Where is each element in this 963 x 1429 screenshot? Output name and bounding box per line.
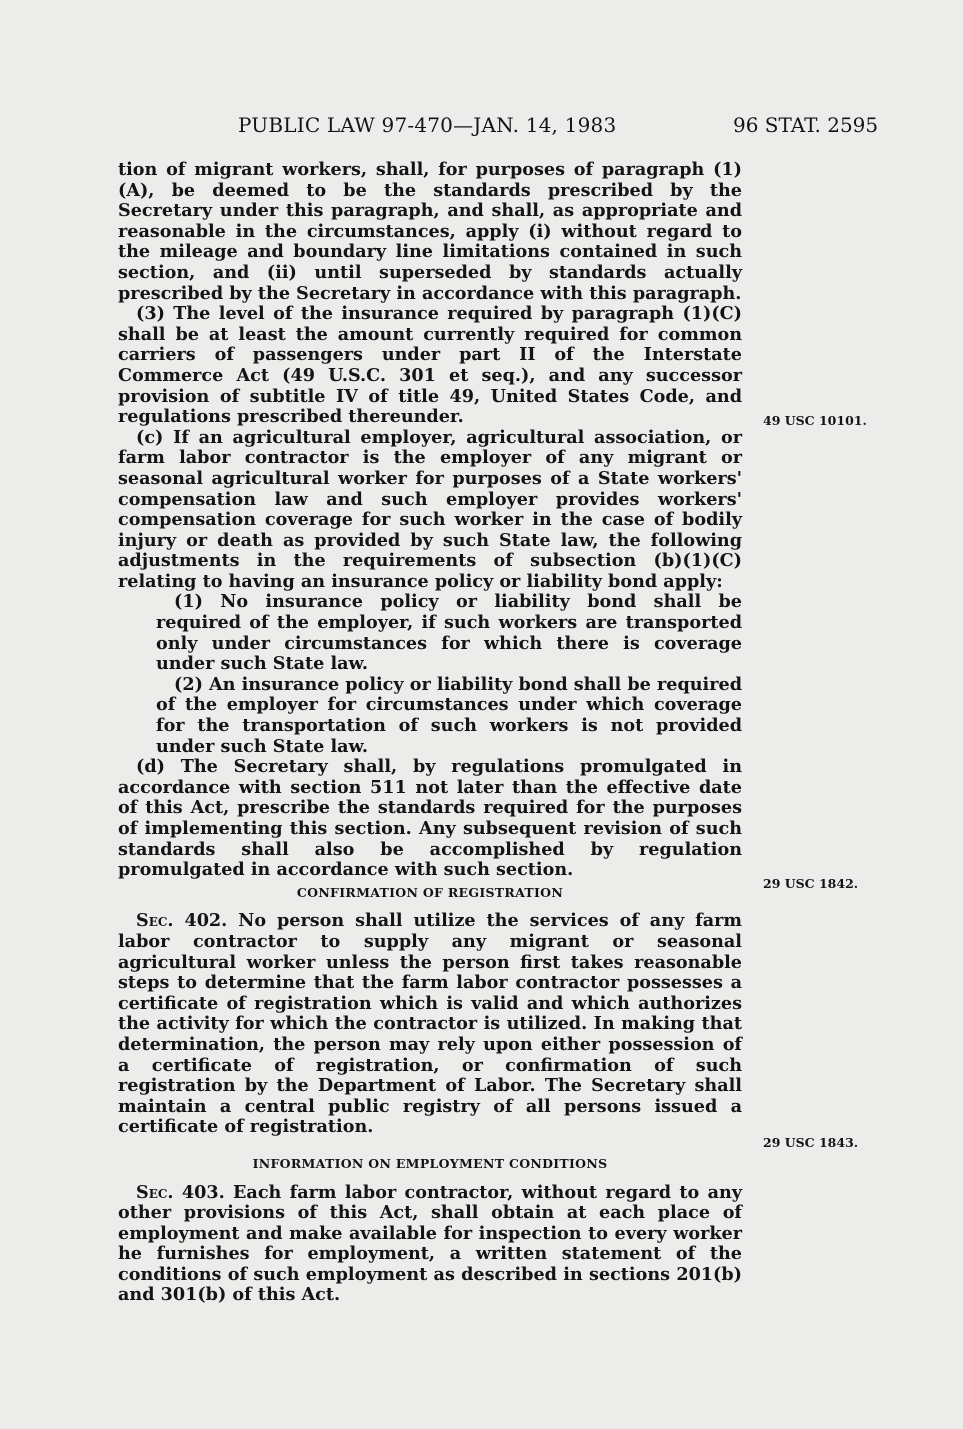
body-text [118, 160, 742, 1306]
margin-note-49-usc-10101: 49 USC 10101. [763, 413, 867, 428]
subparagraph-1: (1) No insurance policy or liability bond shall be required of the employer, if such workers are transported only under circumstances for which there is coverage under such State law. [156, 591, 742, 675]
margin-note-29-usc-1843: 29 USC 1843. [763, 1135, 859, 1150]
header-stat-page: 96 STAT. 2595 [733, 113, 879, 137]
paragraph-continuation: tion of migrant workers, shall, for purposes of paragraph (1)(A), be deemed to be the standards prescribed by the Secretary under this paragraph, and shall, as appropriate and reasonable in the circumstances, apply (i) without regard to the mileage and boundary line limitations contained in such section, and (ii) until superseded by standards actually prescribed by the Secretary in accordance with this paragraph. [118, 159, 742, 304]
section-403-label: Sec. 403. [136, 1181, 225, 1203]
paragraph-c-workers-compensation: (c) If an agricultural employer, agricultural association, or farm labor contractor is the employer of any migrant or seasonal agricultural worker for purposes of a State workers' compensation law and such employer provides workers' compensation coverage for such worker in the case of bodily injury or death as provided by such State law, the following adjustments in the requirements of subsection (b)(1)(C) relating to having an insurance policy or liability bond apply: [118, 426, 742, 592]
section-403 [118, 1183, 742, 1307]
section-heading-confirmation: CONFIRMATION OF REGISTRATION [296, 884, 564, 900]
section-heading-employment-conditions: INFORMATION ON EMPLOYMENT CONDITIONS [252, 1155, 608, 1171]
page-header [0, 113, 963, 143]
section-403-text: Each farm labor contractor, without regard to any other provisions of this Act, shall obtain at each place of employment and make available for inspection to every worker he furnishes for employment, a written statement of the conditions of such employment as described in sections 201(b) and 301(b) of this Act. [118, 1181, 742, 1306]
paragraph-3-insurance-level: (3) The level of the insurance required by paragraph (1)(C) shall be at least the amount currently required for common carriers of passengers under part II of the Interstate Commerce Act (49 U.S.C. 301 et seq.), and any successor provision of subtitle IV of title 49, United States Code, and regulations prescribed thereunder. [118, 303, 742, 428]
header-title: PUBLIC LAW 97-470—JAN. 14, 1983 [238, 113, 617, 137]
section-402-text: No person shall utilize the services of any farm labor contractor to supply any migrant or seasonal agricultural worker unless the person first takes reasonable steps to determine that the farm labor contractor possesses a certificate of registration which is valid and which authorizes the activity for which the contractor is utilized. In making that determination, the person may rely upon either possession of a certificate of registration, or confirmation of such registration by the Department of Labor. The Secretary shall maintain a central public registry of all persons issued a certificate of registration. [118, 910, 742, 1138]
section-402-label: Sec. 402. [136, 910, 228, 932]
paragraph-d-regulations: (d) The Secretary shall, by regulations promulgated in accordance with section 511 not later than the effective date of this Act, prescribe the standards required for the purposes of implementing this section. Any subsequent revision of such standards shall also be accomplished by regulation promulgated in accordance with such section. [118, 756, 742, 881]
section-402 [118, 911, 742, 1138]
margin-note-29-usc-1842: 29 USC 1842. [763, 876, 859, 891]
subparagraph-2: (2) An insurance policy or liability bond shall be required of the employer for circumstances under which coverage for the transportation of such workers is not provided under such State law. [156, 673, 742, 757]
